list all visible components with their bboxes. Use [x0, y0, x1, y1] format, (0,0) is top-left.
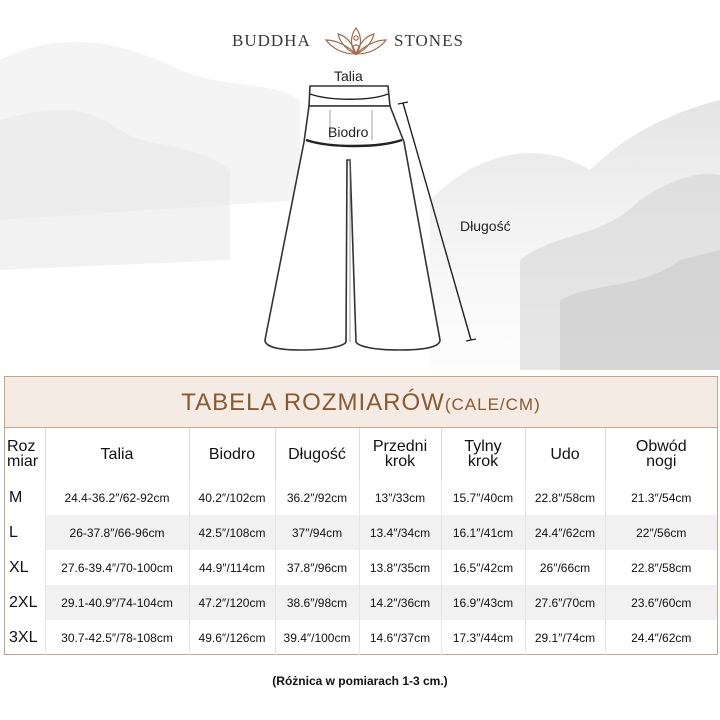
table-body — [5, 480, 717, 655]
measurement-cell — [605, 620, 717, 655]
column-header-line: Talia — [100, 445, 134, 463]
measurement-value: 21.3″/54cm — [631, 490, 692, 505]
measurement-cell — [45, 620, 189, 655]
length-label: Długość — [460, 218, 511, 234]
measurement-cell — [45, 550, 189, 585]
measurement-value: 16.5″/42cm — [452, 560, 514, 575]
column-header — [359, 428, 441, 480]
column-header-line: Biodro — [208, 445, 256, 463]
measurement-cell — [189, 585, 275, 620]
measurement-cell — [45, 585, 189, 620]
measurement-value: 38.6″/98cm — [286, 595, 348, 610]
brand-name-right: STONES — [394, 31, 464, 50]
table-row — [5, 620, 717, 655]
column-header-line: miar — [7, 453, 39, 470]
size-chart-title-main: TABELA ROZMIARÓW — [181, 389, 445, 416]
measurement-cell — [359, 620, 441, 655]
measurement-cell — [359, 585, 441, 620]
waistband-shape — [309, 86, 390, 106]
column-header-line: Roz — [7, 438, 36, 455]
size-chart-title-bar — [5, 377, 717, 428]
measurement-value: 23.6″/60cm — [631, 595, 692, 610]
measurement-cell — [359, 480, 441, 515]
measurement-value: 16.9″/43cm — [452, 595, 514, 610]
brand-name-left: BUDDHA — [232, 31, 311, 50]
measurement-cell — [189, 550, 275, 585]
measurement-value: 24.4-36.2″/62-92cm — [64, 490, 170, 505]
measurement-cell — [441, 550, 525, 585]
measurement-cell — [359, 515, 441, 550]
table-row — [5, 585, 717, 620]
size-cell: XL — [5, 550, 45, 585]
measurement-cell — [275, 585, 359, 620]
column-header — [441, 428, 525, 480]
measurement-cell — [441, 620, 525, 655]
column-header — [275, 428, 359, 480]
measurement-cell — [441, 480, 525, 515]
measurement-cell — [45, 515, 189, 550]
column-header — [45, 428, 189, 480]
measurement-value: 22″/56cm — [636, 525, 687, 540]
measurement-cell — [605, 515, 717, 550]
column-header-line: krok — [467, 453, 499, 470]
measurement-value: 22.8″/58cm — [631, 560, 692, 575]
column-header — [525, 428, 605, 480]
measurement-value: 13″/33cm — [374, 490, 426, 505]
measurement-value: 44.9″/114cm — [198, 560, 266, 575]
measurement-cell — [275, 515, 359, 550]
table-row — [5, 550, 717, 585]
size-cell: M — [5, 480, 45, 515]
measurement-cell — [525, 480, 605, 515]
measurement-value: 42.5″/108cm — [198, 525, 266, 540]
table-row — [5, 480, 717, 515]
waist-label: Talia — [334, 68, 363, 84]
measurement-value: 15.7″/40cm — [452, 490, 514, 505]
size-cell: 3XL — [5, 620, 45, 655]
measurement-cell — [359, 550, 441, 585]
measurement-cell — [605, 585, 717, 620]
measurement-cell — [189, 515, 275, 550]
column-header-line: nogi — [646, 453, 677, 470]
measurement-cell — [45, 480, 189, 515]
measurement-note: (Różnica w pomiarach 1-3 cm.) — [272, 674, 448, 688]
measurement-value: 47.2″/120cm — [198, 595, 266, 610]
measurement-cell — [189, 620, 275, 655]
measurement-value: 24.4″/62cm — [631, 630, 692, 645]
measurement-value: 13.8″/35cm — [369, 560, 431, 575]
measurement-value: 37.8″/96cm — [286, 560, 348, 575]
hip-label: Biodro — [328, 124, 369, 140]
column-header — [189, 428, 275, 480]
measurement-value: 39.4″/100cm — [283, 630, 351, 645]
measurement-cell — [525, 585, 605, 620]
measurement-cell — [275, 480, 359, 515]
measurement-value: 26″/66cm — [539, 560, 591, 575]
measurement-cell — [189, 480, 275, 515]
measurement-value: 26-37.8″/66-96cm — [69, 525, 165, 540]
size-chart — [4, 376, 718, 655]
measurement-value: 40.2″/102cm — [198, 490, 266, 505]
size-chart-title-unit: (CALE/CM) — [444, 395, 541, 414]
measurement-value: 17.3″/44cm — [452, 630, 514, 645]
measurement-value: 27.6″/70cm — [534, 595, 596, 610]
measurement-value: 14.6″/37cm — [369, 630, 431, 645]
measurement-value: 16.1″/41cm — [452, 525, 514, 540]
measurement-value: 24.4″/62cm — [534, 525, 596, 540]
column-header-line: Przedni — [372, 438, 428, 455]
column-header-line: Długość — [288, 445, 346, 463]
column-header-line: Udo — [550, 445, 580, 463]
column-header-line: Obwód — [635, 438, 687, 455]
size-table — [5, 428, 717, 655]
measurement-value: 22.8″/58cm — [534, 490, 596, 505]
size-cell: L — [5, 515, 45, 550]
measurement-value: 14.2″/36cm — [369, 595, 431, 610]
column-header — [5, 428, 45, 480]
column-header-line: Tylny — [464, 438, 502, 455]
size-cell: 2XL — [5, 585, 45, 620]
measurement-value: 37″/94cm — [291, 525, 343, 540]
column-header — [605, 428, 717, 480]
measurement-cell — [525, 550, 605, 585]
measurement-cell — [525, 515, 605, 550]
measurement-cell — [441, 585, 525, 620]
measurement-value: 49.6″/126cm — [198, 630, 266, 645]
measurement-cell — [275, 620, 359, 655]
measurement-value: 30.7-42.5″/78-108cm — [61, 630, 173, 645]
measurement-cell — [275, 550, 359, 585]
size-chart-title — [181, 389, 541, 417]
measurement-value: 36.2″/92cm — [286, 490, 348, 505]
table-row — [5, 515, 717, 550]
measurement-cell — [525, 620, 605, 655]
measurement-value: 13.4″/34cm — [369, 525, 431, 540]
column-header-line: krok — [384, 453, 416, 470]
table-header-row — [5, 428, 717, 480]
measurement-value: 29.1″/74cm — [534, 630, 596, 645]
measurement-cell — [605, 480, 717, 515]
measurement-cell — [441, 515, 525, 550]
measurement-value: 29.1-40.9″/74-104cm — [61, 595, 173, 610]
measurement-value: 27.6-39.4″/70-100cm — [61, 560, 173, 575]
measurement-cell — [605, 550, 717, 585]
